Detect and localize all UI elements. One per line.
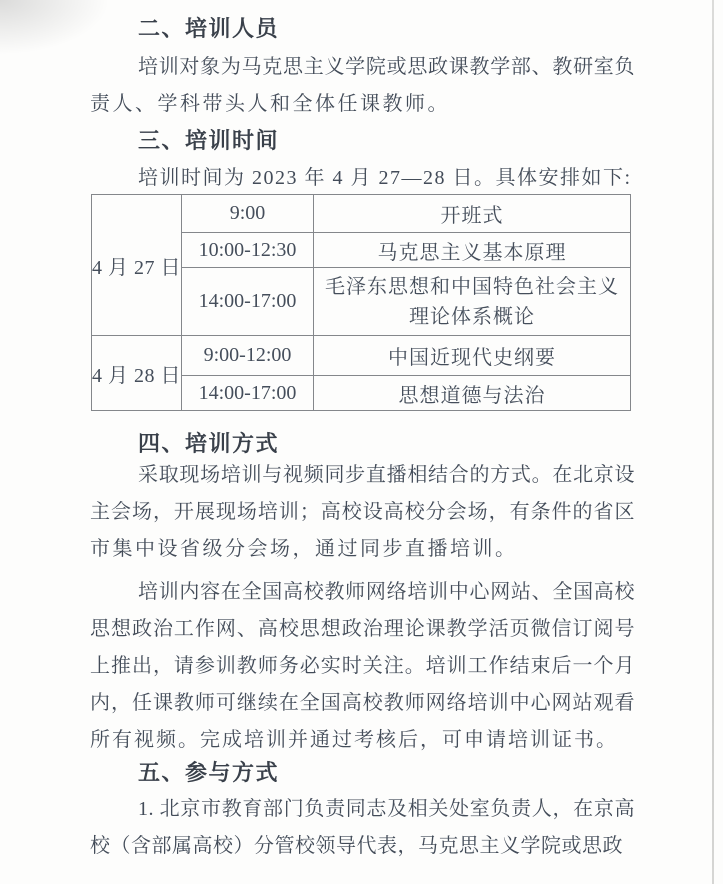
course-cell: 马克思主义基本原理 bbox=[314, 233, 631, 268]
section-heading-training-personnel: 二、培训人员 bbox=[138, 16, 280, 41]
course-line: 理论体系概论 bbox=[409, 305, 535, 328]
section-heading-participation: 五、参与方式 bbox=[138, 760, 280, 785]
paragraph-line: 培训对象为马克思主义学院或思政课教学部、教研室负 bbox=[138, 56, 635, 78]
paragraph-line: 责人、学科带头人和全体任课教师。 bbox=[90, 93, 450, 115]
table-row bbox=[92, 336, 631, 376]
time-cell: 9:00-12:00 bbox=[182, 336, 314, 376]
paragraph-line: 采取现场培训与视频同步直播相结合的方式。在北京设 bbox=[138, 464, 635, 486]
paragraph-training-time bbox=[90, 160, 635, 197]
course-cell: 思想道德与法治 bbox=[314, 376, 631, 411]
date-cell: 4 月 28 日 bbox=[92, 336, 182, 411]
date-cell: 4 月 27 日 bbox=[92, 195, 182, 336]
paragraph-line: 思想政治工作网、高校思想政治理论课教学活页微信订阅号 bbox=[90, 618, 635, 640]
course-cell: 中国近现代史纲要 bbox=[314, 336, 631, 376]
paragraph-training-personnel bbox=[90, 49, 635, 123]
paragraph-line: 主会场，开展现场培训；高校设高校分会场，有条件的省区 bbox=[90, 501, 635, 523]
paragraph-content-release bbox=[90, 574, 635, 759]
course-line: 毛泽东思想和中国特色社会主义 bbox=[325, 275, 619, 298]
course-cell: 开班式 bbox=[314, 195, 631, 233]
scan-corner-shadow bbox=[0, 0, 110, 55]
paragraph-training-method bbox=[90, 457, 635, 568]
time-cell: 14:00-17:00 bbox=[182, 268, 314, 336]
section-heading-training-method: 四、培训方式 bbox=[138, 431, 280, 456]
course-cell bbox=[314, 268, 631, 336]
paragraph-line: 1. 北京市教育部门负责同志及相关处室负责人，在京高 bbox=[138, 798, 635, 820]
table-row bbox=[92, 195, 631, 233]
paragraph-line: 校（含部属高校）分管校领导代表，马克思主义学院或思政 bbox=[90, 835, 623, 857]
schedule-table bbox=[91, 194, 631, 411]
paragraph-line: 所有视频。完成培训并通过考核后，可申请培训证书。 bbox=[90, 729, 618, 751]
time-cell: 10:00-12:30 bbox=[182, 233, 314, 268]
time-cell: 14:00-17:00 bbox=[182, 376, 314, 411]
paragraph-line: 上推出，请参训教师务必实时关注。培训工作结束后一个月 bbox=[90, 655, 635, 677]
time-cell: 9:00 bbox=[182, 195, 314, 233]
page-edge-line bbox=[712, 0, 714, 884]
paragraph-line: 培训内容在全国高校教师网络培训中心网站、全国高校 bbox=[138, 581, 635, 603]
paragraph-line: 培训时间为 2023 年 4 月 27—28 日。具体安排如下: bbox=[138, 167, 632, 189]
paragraph-line: 市集中设省级分会场，通过同步直播培训。 bbox=[90, 538, 518, 560]
paragraph-line: 内，任课教师可继续在全国高校教师网络培训中心网站观看 bbox=[90, 692, 635, 714]
section-heading-training-time: 三、培训时间 bbox=[138, 128, 280, 153]
paragraph-participation bbox=[90, 791, 635, 865]
